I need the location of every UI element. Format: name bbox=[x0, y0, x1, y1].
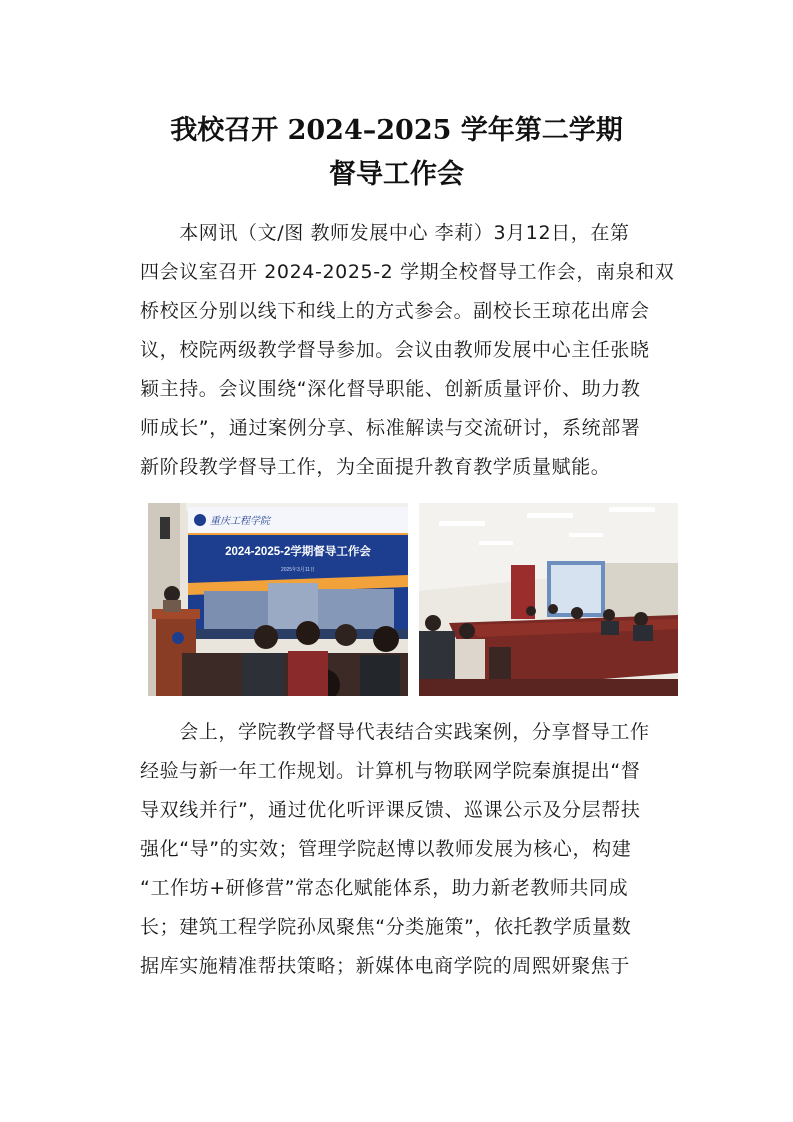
text-line: 据库实施精准帮扶策略；新媒体电商学院的周熙妍聚焦于 bbox=[140, 955, 631, 977]
text-line: 四会议室召开 2024-2025-2 学期全校督导工作会，南泉和双 bbox=[140, 261, 675, 283]
text-line: 议，校院两级教学督导参加。会议由教师发展中心主任张晓 bbox=[140, 339, 650, 361]
paragraph-intro bbox=[140, 214, 680, 487]
slide-logo-text: 重庆工程学院 bbox=[210, 516, 270, 527]
text-line: “工作坊+研修营”常态化赋能体系，助力新老教师共同成 bbox=[140, 877, 629, 899]
text-line: 会上，学院教学督导代表结合实践案例，分享督导工作 bbox=[140, 721, 650, 743]
text-line: 长；建筑工程学院孙凤聚焦“分类施策”，依托教学质量数 bbox=[140, 916, 632, 938]
text-line: 本网讯（文/图 教师发展中心 李莉）3月12日，在第 bbox=[140, 222, 630, 244]
slide-title-text: 2024-2025-2学期督导工作会 bbox=[225, 546, 371, 558]
paragraph-meeting-details bbox=[140, 713, 680, 986]
text-line: 桥校区分别以线下和线上的方式参会。副校长王琼花出席会 bbox=[140, 300, 650, 322]
article-title-line-1: 我校召开 2024–2025 学年第二学期 bbox=[170, 115, 623, 146]
article-title-line-2: 督导工作会 bbox=[329, 159, 464, 190]
meeting-photo-conference-room bbox=[419, 503, 678, 696]
text-line: 颖主持。会议围绕“深化督导职能、创新质量评价、助力教 bbox=[140, 378, 641, 400]
slide-date-text: 2025年3月11日 bbox=[280, 567, 316, 573]
text-line: 新阶段教学督导工作，为全面提升教育教学质量赋能。 bbox=[140, 456, 611, 478]
text-line: 强化“导”的实效；管理学院赵博以教师发展为核心，构建 bbox=[140, 838, 632, 860]
text-line: 导双线并行”，通过优化听评课反馈、巡课公示及分层帮扶 bbox=[140, 799, 641, 821]
meeting-photo-podium bbox=[148, 503, 408, 696]
text-line: 经验与新一年工作规划。计算机与物联网学院秦旗提出“督 bbox=[140, 760, 641, 782]
text-line: 师成长”，通过案例分享、标准解读与交流研讨，系统部署 bbox=[140, 417, 641, 439]
